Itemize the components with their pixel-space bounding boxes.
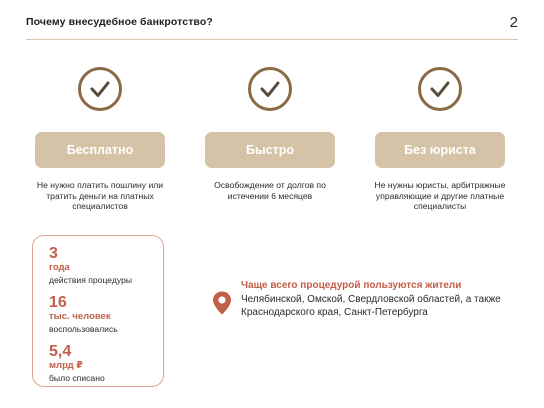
stat-years (49, 246, 163, 286)
benefit-label: Бесплатно (35, 132, 165, 168)
stat-value: 3 (49, 245, 58, 262)
page-number: 2 (509, 14, 518, 31)
benefit-label: Быстро (205, 132, 335, 168)
benefit-no-lawyer (370, 66, 510, 212)
regions-text: Челябинской, Омской, Свердловской областей, а также Краснодарского края, Санкт-Петербурга (241, 293, 501, 318)
check-circle-icon (417, 66, 463, 112)
map-pin-icon (211, 290, 233, 316)
benefit-fast (200, 66, 340, 201)
benefit-description: Не нужны юристы, арбитражные управляющие и другие платные специалисты (374, 180, 506, 211)
check-circle-icon (247, 66, 293, 112)
benefit-description: Освобождение от долгов по истечении 6 месяцев (214, 180, 326, 201)
page-title: Почему внесудебное банкротство? (26, 16, 213, 28)
check-circle-icon (77, 66, 123, 112)
regions-info (241, 279, 521, 320)
stat-unit: года (49, 262, 70, 273)
regions-heading: Чаще всего процедурой пользуются жители (241, 280, 462, 291)
stat-value: 16 (49, 294, 67, 311)
stat-value: 5,4 (49, 343, 72, 360)
stat-unit: тыс. человек (49, 311, 111, 322)
stat-unit: млрд ₽ (49, 360, 83, 371)
stat-label: было списано (49, 373, 105, 383)
stat-people (49, 295, 163, 335)
benefit-free (30, 66, 170, 212)
header-divider (26, 39, 518, 40)
stats-card (32, 235, 164, 387)
stat-written-off (49, 344, 163, 384)
stat-label: воспользовались (49, 324, 118, 334)
benefit-description: Не нужно платить пошлину или тратить деньги на платных специалистов (36, 180, 164, 211)
stat-label: действия процедуры (49, 275, 133, 285)
benefit-label: Без юриста (375, 132, 505, 168)
